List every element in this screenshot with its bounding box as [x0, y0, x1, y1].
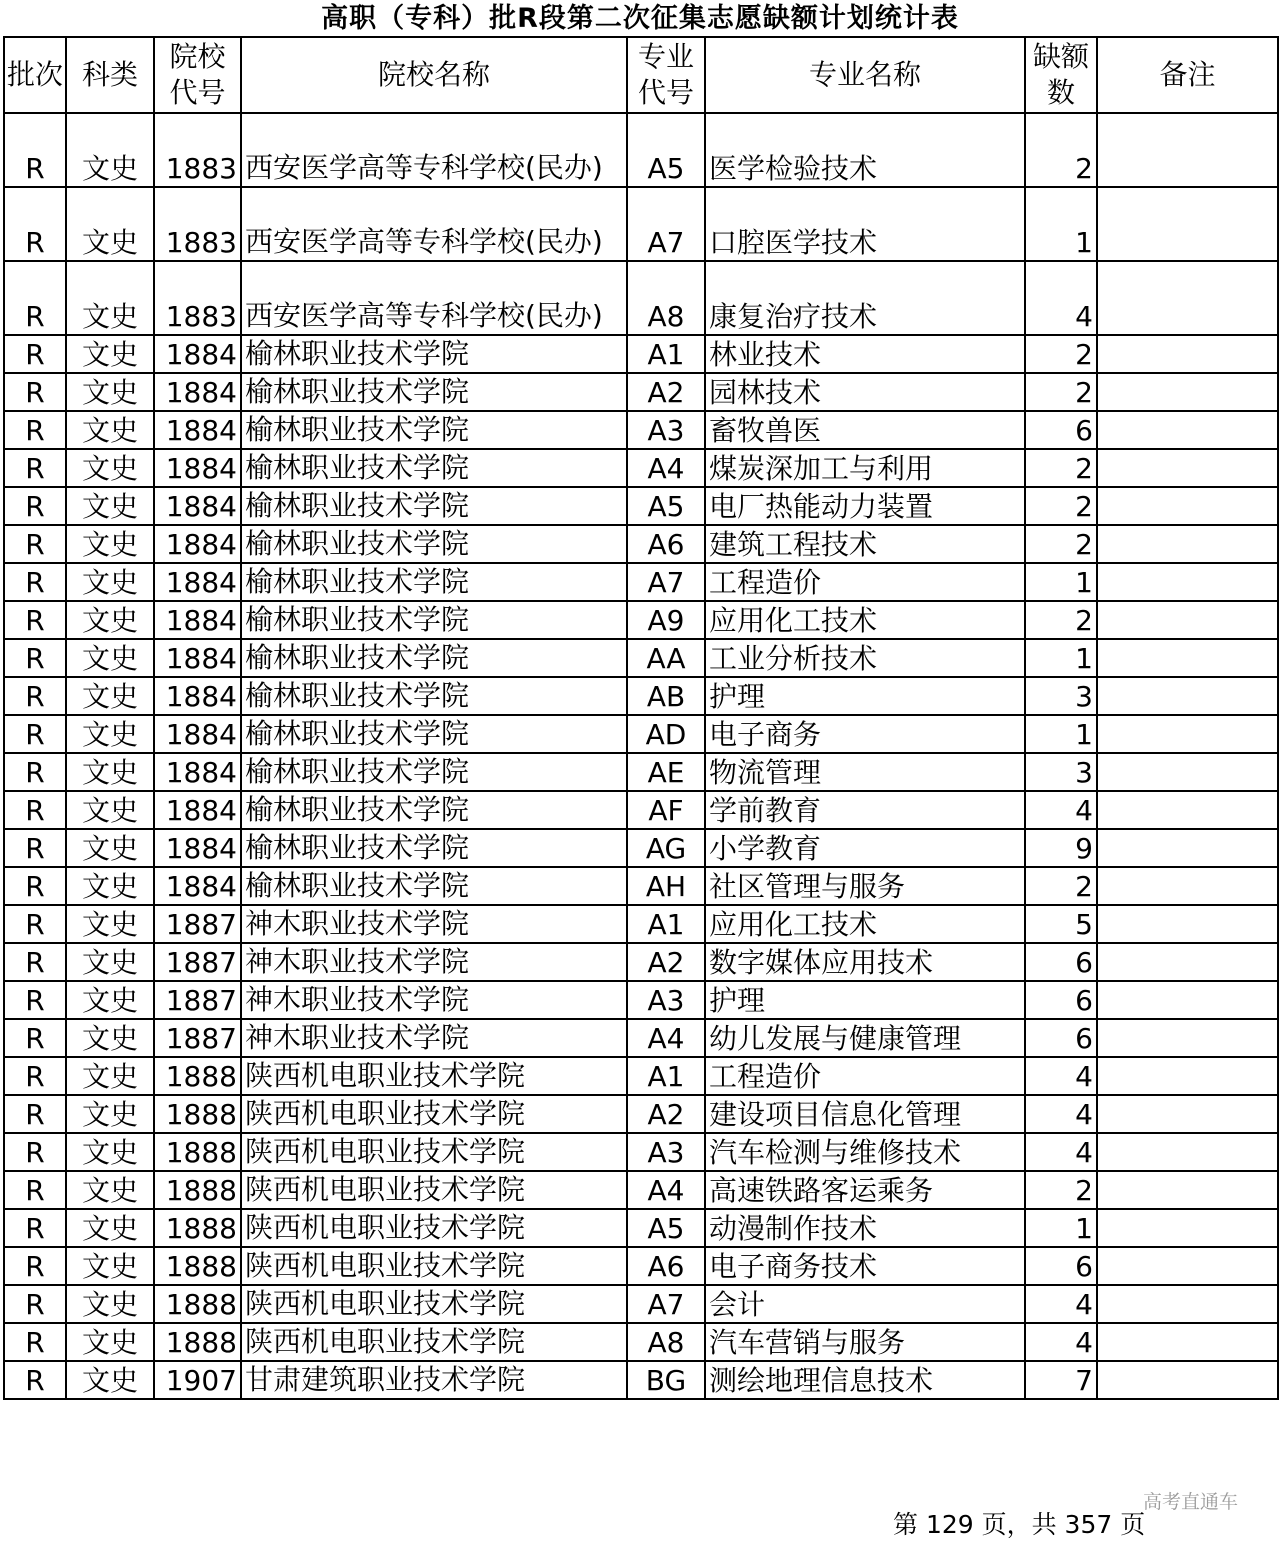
- cell-shortfall: 7: [1025, 1361, 1097, 1399]
- table-row: [4, 335, 1278, 373]
- cell-notes: [1097, 113, 1278, 187]
- cell-shortfall: 5: [1025, 905, 1097, 943]
- cell-school-code: 1888: [154, 1095, 241, 1133]
- table-header-row: [4, 37, 1278, 113]
- cell-major-name: 幼儿发展与健康管理: [705, 1019, 1025, 1057]
- cell-school-name: 榆林职业技术学院: [241, 715, 627, 753]
- cell-school-name: 神木职业技术学院: [241, 1019, 627, 1057]
- cell-school-name: 榆林职业技术学院: [241, 525, 627, 563]
- cell-notes: [1097, 867, 1278, 905]
- cell-major-code: AD: [627, 715, 705, 753]
- cell-batch: R: [4, 1095, 66, 1133]
- cell-batch: R: [4, 981, 66, 1019]
- quota-table: [3, 36, 1279, 1400]
- cell-school-name: 神木职业技术学院: [241, 981, 627, 1019]
- cell-batch: R: [4, 261, 66, 335]
- cell-school-code: 1888: [154, 1133, 241, 1171]
- cell-major-code: A4: [627, 1171, 705, 1209]
- cell-category: 文史: [66, 487, 154, 525]
- cell-notes: [1097, 1323, 1278, 1361]
- cell-school-name: 榆林职业技术学院: [241, 335, 627, 373]
- cell-school-name: 榆林职业技术学院: [241, 867, 627, 905]
- header-category: 科类: [66, 37, 154, 113]
- cell-major-code: A7: [627, 1285, 705, 1323]
- cell-category: 文史: [66, 829, 154, 867]
- cell-shortfall: 4: [1025, 1323, 1097, 1361]
- cell-shortfall: 6: [1025, 981, 1097, 1019]
- table-row: [4, 905, 1278, 943]
- cell-school-name: 榆林职业技术学院: [241, 487, 627, 525]
- cell-major-name: 建筑工程技术: [705, 525, 1025, 563]
- cell-school-code: 1884: [154, 753, 241, 791]
- cell-shortfall: 6: [1025, 943, 1097, 981]
- cell-school-code: 1884: [154, 715, 241, 753]
- cell-school-code: 1884: [154, 791, 241, 829]
- cell-category: 文史: [66, 1133, 154, 1171]
- cell-category: 文史: [66, 981, 154, 1019]
- cell-shortfall: 1: [1025, 563, 1097, 601]
- cell-school-code: 1884: [154, 335, 241, 373]
- cell-major-code: AG: [627, 829, 705, 867]
- cell-notes: [1097, 601, 1278, 639]
- cell-school-code: 1887: [154, 905, 241, 943]
- cell-major-name: 园林技术: [705, 373, 1025, 411]
- cell-major-code: A8: [627, 1323, 705, 1361]
- cell-school-code: 1888: [154, 1323, 241, 1361]
- cell-school-name: 陕西机电职业技术学院: [241, 1057, 627, 1095]
- cell-shortfall: 3: [1025, 753, 1097, 791]
- table-row: [4, 1133, 1278, 1171]
- table-row: [4, 113, 1278, 187]
- cell-batch: R: [4, 1285, 66, 1323]
- header-major-code: 专业代号: [627, 37, 705, 113]
- cell-notes: [1097, 829, 1278, 867]
- cell-school-name: 陕西机电职业技术学院: [241, 1247, 627, 1285]
- cell-shortfall: 2: [1025, 487, 1097, 525]
- cell-category: 文史: [66, 601, 154, 639]
- cell-major-code: AF: [627, 791, 705, 829]
- cell-major-name: 工程造价: [705, 563, 1025, 601]
- header-batch: 批次: [4, 37, 66, 113]
- cell-major-code: A8: [627, 261, 705, 335]
- header-school-name: 院校名称: [241, 37, 627, 113]
- page-title: 高职（专科）批R段第二次征集志愿缺额计划统计表: [321, 3, 959, 34]
- cell-school-code: 1888: [154, 1057, 241, 1095]
- cell-school-code: 1884: [154, 677, 241, 715]
- cell-major-name: 会计: [705, 1285, 1025, 1323]
- cell-batch: R: [4, 1361, 66, 1399]
- cell-batch: R: [4, 677, 66, 715]
- cell-shortfall: 4: [1025, 261, 1097, 335]
- cell-school-name: 榆林职业技术学院: [241, 411, 627, 449]
- cell-category: 文史: [66, 943, 154, 981]
- cell-category: 文史: [66, 715, 154, 753]
- cell-school-code: 1883: [154, 187, 241, 261]
- cell-major-name: 应用化工技术: [705, 601, 1025, 639]
- cell-batch: R: [4, 525, 66, 563]
- cell-category: 文史: [66, 677, 154, 715]
- cell-major-code: A1: [627, 1057, 705, 1095]
- cell-school-name: 榆林职业技术学院: [241, 601, 627, 639]
- cell-school-code: 1883: [154, 261, 241, 335]
- cell-major-code: AH: [627, 867, 705, 905]
- cell-batch: R: [4, 1057, 66, 1095]
- cell-batch: R: [4, 449, 66, 487]
- header-shortfall: 缺额数: [1025, 37, 1097, 113]
- cell-school-code: 1884: [154, 639, 241, 677]
- cell-notes: [1097, 525, 1278, 563]
- cell-batch: R: [4, 113, 66, 187]
- cell-school-code: 1888: [154, 1209, 241, 1247]
- cell-school-code: 1887: [154, 1019, 241, 1057]
- table-row: [4, 1209, 1278, 1247]
- cell-shortfall: 1: [1025, 715, 1097, 753]
- cell-major-code: A6: [627, 1247, 705, 1285]
- cell-school-name: 榆林职业技术学院: [241, 639, 627, 677]
- cell-major-code: A5: [627, 113, 705, 187]
- cell-category: 文史: [66, 1247, 154, 1285]
- cell-major-name: 测绘地理信息技术: [705, 1361, 1025, 1399]
- cell-school-code: 1884: [154, 373, 241, 411]
- cell-notes: [1097, 1019, 1278, 1057]
- cell-notes: [1097, 1171, 1278, 1209]
- cell-major-name: 护理: [705, 677, 1025, 715]
- cell-major-code: AA: [627, 639, 705, 677]
- cell-shortfall: 2: [1025, 601, 1097, 639]
- cell-major-code: A9: [627, 601, 705, 639]
- cell-school-code: 1883: [154, 113, 241, 187]
- cell-notes: [1097, 449, 1278, 487]
- cell-category: 文史: [66, 1209, 154, 1247]
- cell-major-name: 社区管理与服务: [705, 867, 1025, 905]
- table-row: [4, 487, 1278, 525]
- cell-school-code: 1888: [154, 1247, 241, 1285]
- cell-major-code: BG: [627, 1361, 705, 1399]
- cell-notes: [1097, 373, 1278, 411]
- cell-category: 文史: [66, 1171, 154, 1209]
- cell-major-name: 建设项目信息化管理: [705, 1095, 1025, 1133]
- cell-major-code: A3: [627, 981, 705, 1019]
- cell-category: 文史: [66, 639, 154, 677]
- table-row: [4, 715, 1278, 753]
- cell-shortfall: 2: [1025, 335, 1097, 373]
- cell-major-name: 电子商务: [705, 715, 1025, 753]
- cell-category: 文史: [66, 867, 154, 905]
- table-row: [4, 1361, 1278, 1399]
- cell-batch: R: [4, 867, 66, 905]
- cell-notes: [1097, 905, 1278, 943]
- table-row: [4, 639, 1278, 677]
- cell-school-code: 1888: [154, 1171, 241, 1209]
- cell-batch: R: [4, 1019, 66, 1057]
- cell-school-name: 陕西机电职业技术学院: [241, 1171, 627, 1209]
- cell-category: 文史: [66, 563, 154, 601]
- cell-school-name: 西安医学高等专科学校(民办): [241, 187, 627, 261]
- cell-major-name: 电厂热能动力装置: [705, 487, 1025, 525]
- table-row: [4, 1323, 1278, 1361]
- cell-school-name: 甘肃建筑职业技术学院: [241, 1361, 627, 1399]
- cell-major-name: 高速铁路客运乘务: [705, 1171, 1025, 1209]
- cell-category: 文史: [66, 113, 154, 187]
- cell-notes: [1097, 487, 1278, 525]
- cell-school-code: 1887: [154, 943, 241, 981]
- cell-category: 文史: [66, 1057, 154, 1095]
- cell-notes: [1097, 1285, 1278, 1323]
- cell-notes: [1097, 1361, 1278, 1399]
- cell-shortfall: 4: [1025, 1095, 1097, 1133]
- cell-shortfall: 2: [1025, 1171, 1097, 1209]
- cell-major-code: A1: [627, 905, 705, 943]
- cell-category: 文史: [66, 411, 154, 449]
- cell-school-code: 1884: [154, 449, 241, 487]
- cell-batch: R: [4, 639, 66, 677]
- cell-school-name: 陕西机电职业技术学院: [241, 1095, 627, 1133]
- cell-batch: R: [4, 1209, 66, 1247]
- cell-shortfall: 6: [1025, 1247, 1097, 1285]
- cell-batch: R: [4, 1171, 66, 1209]
- cell-school-name: 陕西机电职业技术学院: [241, 1323, 627, 1361]
- table-row: [4, 981, 1278, 1019]
- cell-shortfall: 1: [1025, 639, 1097, 677]
- cell-major-name: 医学检验技术: [705, 113, 1025, 187]
- cell-shortfall: 4: [1025, 1057, 1097, 1095]
- cell-major-name: 林业技术: [705, 335, 1025, 373]
- cell-category: 文史: [66, 373, 154, 411]
- cell-major-code: A4: [627, 449, 705, 487]
- cell-notes: [1097, 1133, 1278, 1171]
- cell-major-code: A3: [627, 1133, 705, 1171]
- table-row: [4, 187, 1278, 261]
- cell-category: 文史: [66, 905, 154, 943]
- table-row: [4, 1171, 1278, 1209]
- cell-category: 文史: [66, 1095, 154, 1133]
- cell-shortfall: 4: [1025, 1133, 1097, 1171]
- cell-notes: [1097, 715, 1278, 753]
- cell-school-code: 1888: [154, 1285, 241, 1323]
- cell-school-name: 榆林职业技术学院: [241, 677, 627, 715]
- table-body: [4, 113, 1278, 1399]
- cell-major-name: 工程造价: [705, 1057, 1025, 1095]
- table-row: [4, 373, 1278, 411]
- cell-major-code: A5: [627, 1209, 705, 1247]
- header-major-name: 专业名称: [705, 37, 1025, 113]
- cell-shortfall: 2: [1025, 867, 1097, 905]
- cell-school-code: 1884: [154, 525, 241, 563]
- cell-school-name: 榆林职业技术学院: [241, 563, 627, 601]
- cell-school-code: 1884: [154, 411, 241, 449]
- table-row: [4, 791, 1278, 829]
- table-row: [4, 525, 1278, 563]
- cell-school-name: 西安医学高等专科学校(民办): [241, 113, 627, 187]
- cell-notes: [1097, 563, 1278, 601]
- cell-shortfall: 1: [1025, 1209, 1097, 1247]
- cell-shortfall: 2: [1025, 373, 1097, 411]
- cell-school-code: 1887: [154, 981, 241, 1019]
- cell-category: 文史: [66, 525, 154, 563]
- cell-school-name: 陕西机电职业技术学院: [241, 1285, 627, 1323]
- table-row: [4, 943, 1278, 981]
- header-school-code: 院校代号: [154, 37, 241, 113]
- cell-major-name: 学前教育: [705, 791, 1025, 829]
- page-number: 第 129 页，共 357 页: [893, 1510, 1146, 1539]
- cell-batch: R: [4, 335, 66, 373]
- cell-notes: [1097, 639, 1278, 677]
- table-row: [4, 411, 1278, 449]
- cell-batch: R: [4, 601, 66, 639]
- table-row: [4, 677, 1278, 715]
- cell-category: 文史: [66, 791, 154, 829]
- cell-major-name: 物流管理: [705, 753, 1025, 791]
- table-row: [4, 1285, 1278, 1323]
- cell-school-name: 陕西机电职业技术学院: [241, 1209, 627, 1247]
- cell-major-name: 汽车营销与服务: [705, 1323, 1025, 1361]
- cell-school-name: 榆林职业技术学院: [241, 753, 627, 791]
- cell-category: 文史: [66, 1285, 154, 1323]
- cell-notes: [1097, 1057, 1278, 1095]
- cell-school-code: 1884: [154, 563, 241, 601]
- cell-major-name: 小学教育: [705, 829, 1025, 867]
- cell-school-name: 榆林职业技术学院: [241, 829, 627, 867]
- cell-shortfall: 4: [1025, 1285, 1097, 1323]
- table-row: [4, 601, 1278, 639]
- watermark-text: 高考直通车: [1143, 1491, 1239, 1513]
- cell-shortfall: 2: [1025, 449, 1097, 487]
- cell-notes: [1097, 1209, 1278, 1247]
- cell-school-code: 1907: [154, 1361, 241, 1399]
- cell-major-code: A5: [627, 487, 705, 525]
- cell-notes: [1097, 187, 1278, 261]
- cell-category: 文史: [66, 1323, 154, 1361]
- cell-school-name: 陕西机电职业技术学院: [241, 1133, 627, 1171]
- cell-category: 文史: [66, 753, 154, 791]
- cell-major-code: AE: [627, 753, 705, 791]
- cell-shortfall: 6: [1025, 411, 1097, 449]
- cell-school-code: 1884: [154, 487, 241, 525]
- cell-category: 文史: [66, 449, 154, 487]
- cell-school-code: 1884: [154, 601, 241, 639]
- cell-school-code: 1884: [154, 867, 241, 905]
- cell-major-code: A2: [627, 943, 705, 981]
- table-row: [4, 867, 1278, 905]
- cell-batch: R: [4, 1133, 66, 1171]
- cell-school-name: 西安医学高等专科学校(民办): [241, 261, 627, 335]
- cell-batch: R: [4, 487, 66, 525]
- cell-major-name: 动漫制作技术: [705, 1209, 1025, 1247]
- cell-school-name: 榆林职业技术学院: [241, 373, 627, 411]
- cell-shortfall: 2: [1025, 525, 1097, 563]
- cell-major-name: 口腔医学技术: [705, 187, 1025, 261]
- cell-shortfall: 1: [1025, 187, 1097, 261]
- table-row: [4, 1247, 1278, 1285]
- table-row: [4, 1095, 1278, 1133]
- cell-category: 文史: [66, 187, 154, 261]
- cell-batch: R: [4, 715, 66, 753]
- cell-shortfall: 2: [1025, 113, 1097, 187]
- cell-notes: [1097, 791, 1278, 829]
- cell-school-name: 榆林职业技术学院: [241, 449, 627, 487]
- cell-notes: [1097, 981, 1278, 1019]
- cell-school-name: 神木职业技术学院: [241, 905, 627, 943]
- table-row: [4, 753, 1278, 791]
- cell-category: 文史: [66, 335, 154, 373]
- cell-major-code: A2: [627, 373, 705, 411]
- cell-notes: [1097, 943, 1278, 981]
- cell-batch: R: [4, 943, 66, 981]
- cell-notes: [1097, 1095, 1278, 1133]
- cell-school-code: 1884: [154, 829, 241, 867]
- cell-notes: [1097, 677, 1278, 715]
- cell-major-name: 汽车检测与维修技术: [705, 1133, 1025, 1171]
- cell-school-name: 榆林职业技术学院: [241, 791, 627, 829]
- table-row: [4, 1019, 1278, 1057]
- cell-notes: [1097, 261, 1278, 335]
- cell-major-code: A4: [627, 1019, 705, 1057]
- cell-category: 文史: [66, 261, 154, 335]
- cell-major-name: 应用化工技术: [705, 905, 1025, 943]
- cell-batch: R: [4, 373, 66, 411]
- cell-school-name: 神木职业技术学院: [241, 943, 627, 981]
- table-row: [4, 563, 1278, 601]
- cell-batch: R: [4, 829, 66, 867]
- cell-shortfall: 3: [1025, 677, 1097, 715]
- cell-notes: [1097, 411, 1278, 449]
- cell-major-name: 畜牧兽医: [705, 411, 1025, 449]
- cell-major-code: A7: [627, 563, 705, 601]
- table-row: [4, 261, 1278, 335]
- cell-major-code: A2: [627, 1095, 705, 1133]
- cell-shortfall: 6: [1025, 1019, 1097, 1057]
- cell-batch: R: [4, 1323, 66, 1361]
- table-row: [4, 829, 1278, 867]
- cell-category: 文史: [66, 1019, 154, 1057]
- table-row: [4, 1057, 1278, 1095]
- cell-shortfall: 9: [1025, 829, 1097, 867]
- cell-batch: R: [4, 187, 66, 261]
- cell-major-name: 康复治疗技术: [705, 261, 1025, 335]
- table-row: [4, 449, 1278, 487]
- header-notes: 备注: [1097, 37, 1278, 113]
- cell-batch: R: [4, 411, 66, 449]
- cell-major-code: AB: [627, 677, 705, 715]
- cell-batch: R: [4, 563, 66, 601]
- cell-notes: [1097, 753, 1278, 791]
- cell-major-code: A6: [627, 525, 705, 563]
- cell-shortfall: 4: [1025, 791, 1097, 829]
- cell-notes: [1097, 1247, 1278, 1285]
- cell-major-name: 煤炭深加工与利用: [705, 449, 1025, 487]
- cell-batch: R: [4, 791, 66, 829]
- cell-major-name: 电子商务技术: [705, 1247, 1025, 1285]
- cell-category: 文史: [66, 1361, 154, 1399]
- cell-batch: R: [4, 1247, 66, 1285]
- cell-batch: R: [4, 905, 66, 943]
- cell-major-name: 数字媒体应用技术: [705, 943, 1025, 981]
- cell-notes: [1097, 335, 1278, 373]
- cell-major-code: A3: [627, 411, 705, 449]
- cell-major-code: A7: [627, 187, 705, 261]
- cell-major-name: 工业分析技术: [705, 639, 1025, 677]
- cell-major-code: A1: [627, 335, 705, 373]
- cell-major-name: 护理: [705, 981, 1025, 1019]
- cell-batch: R: [4, 753, 66, 791]
